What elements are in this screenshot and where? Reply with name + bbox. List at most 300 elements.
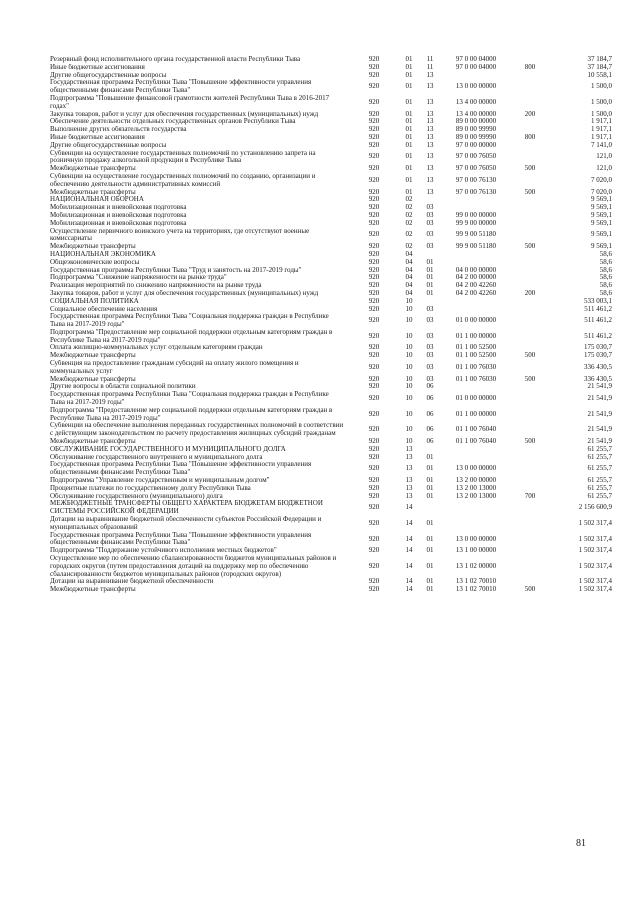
row-name: Реализация мероприятий по снижению напряженности на рынке труда [50,282,262,290]
row-section-code: 13 [405,492,413,500]
row-admin-code: 920 [368,230,380,239]
row-name: Межбюджетные трансферты [50,586,136,594]
row-name: Субвенция на предоставление гражданам субсидий на оплату жилого помещения и коммунальных услуг [50,360,299,375]
row-expense-type: 500 [524,165,536,173]
row-name: Процентные платежи по государственному долгу Республики Тыва [50,484,251,492]
row-expense-type [512,118,548,126]
row-expense-type [512,360,548,376]
row-subsection-code: 13 [426,97,434,106]
table-row [50,95,612,111]
row-name: Межбюджетные трансферты [50,438,136,446]
row-subsection-code: 13 [426,118,434,126]
row-target-article: 01 1 00 76030 [455,375,497,383]
row-target-article: 01 1 00 52500 [455,344,497,352]
row-target-article: 89 0 00 99990 [455,126,497,134]
row-amount: 1 502 317,4 [578,534,612,543]
row-subsection-code: 01 [426,586,434,594]
row-name: ОБСЛУЖИВАНИЕ ГОСУДАРСТВЕННОГО И МУНИЦИПАЛЬНОГО ДОЛГА [50,445,286,453]
row-amount: 7 141,0 [591,141,612,149]
row-admin-code: 920 [368,297,380,305]
row-amount: 61 255,7 [587,464,612,473]
row-amount: 1 917,1 [591,133,612,141]
row-name: Мобилизационная и вневойсковая подготовка [50,219,187,227]
row-target-article: 99 0 00 00000 [455,211,497,219]
table-row [50,313,612,329]
row-admin-code: 920 [368,484,380,492]
row-target-article [440,516,512,532]
row-amount: 58,6 [599,258,612,266]
row-amount: 511 461,2 [584,331,612,340]
row-section-code: 01 [405,82,413,91]
row-target-article: 13 1 02 70010 [455,586,497,594]
row-amount: 336 430,5 [584,375,612,383]
row-name: Субвенции на осуществление государственных полномочий по установлению запрета на розничную продажу алкогольной продукции в Республике Тыва [50,149,316,165]
row-amount: 175 030,7 [584,344,612,352]
row-admin-code: 920 [368,394,380,403]
row-admin-code: 920 [368,492,380,500]
row-expense-type [512,383,548,391]
row-expense-type [512,532,548,548]
table-row [50,290,612,298]
row-expense-type: 500 [524,375,536,383]
row-section-code: 02 [405,230,413,239]
row-section-code: 04 [405,266,413,274]
table-row [50,454,612,462]
row-admin-code: 920 [368,464,380,473]
row-target-article: 13 4 00 00000 [455,97,497,106]
row-amount: 1 502 317,4 [578,561,612,570]
row-expense-type [512,72,548,80]
row-subsection-code: 01 [426,492,434,500]
page-number: 81 [576,838,586,849]
table-row [50,391,612,407]
row-amount: 9 569,1 [591,230,612,239]
row-section-code: 10 [405,409,413,418]
table-row [50,352,612,360]
row-section-code: 01 [405,165,413,173]
row-section-code: 04 [405,250,413,258]
row-name: Государственная программа Республики Тыва "Труд и занятость на 2017-2019 годы" [50,266,302,274]
row-subsection-code: 01 [426,464,434,473]
row-section-code: 14 [405,518,413,527]
row-subsection-code: 01 [426,477,434,485]
table-row [50,251,612,259]
row-name: Субвенции на обеспечение выполнения переданных государственных полномочий в соответствии с действующим законодательством по расчету предоставления жилищных субсидий гражданам [50,422,344,438]
row-target-article [440,383,512,391]
row-amount: 58,6 [599,274,612,282]
row-name: Мобилизационная и вневойсковая подготовка [50,211,187,219]
row-section-code: 04 [405,282,413,290]
row-target-article: 13 2 00 00000 [455,477,497,485]
row-expense-type [512,461,548,477]
row-amount: 9 569,1 [591,204,612,212]
table-row [50,500,612,516]
row-name: Осуществление мер по обеспечению сбалансированности бюджетов муниципальных районов и городских округов (путем предоставления дотаций на поддержку мер по обеспечению сбалансированности бюджетов муниципальных районов (городских округов) [50,555,337,578]
row-target-article: 13 0 00 00000 [455,82,497,91]
row-expense-type [512,298,548,306]
row-name: Межбюджетные трансферты [50,188,136,196]
table-row [50,477,612,485]
row-expense-type [512,306,548,314]
row-section-code: 01 [405,126,413,134]
row-section-code: 13 [405,453,413,461]
table-row [50,220,612,228]
row-amount: 58,6 [599,282,612,290]
row-amount: 1 500,0 [591,110,612,118]
row-expense-type [512,228,548,244]
row-subsection-code: 03 [426,219,434,227]
row-subsection-code: 13 [426,175,434,184]
row-subsection-code: 01 [426,282,434,290]
row-target-article [440,500,512,516]
row-admin-code: 920 [368,445,380,453]
row-target-article: 97 0 00 76130 [455,175,497,184]
row-subsection-code [420,251,440,259]
table-row [50,165,612,173]
row-section-code: 14 [405,534,413,543]
row-expense-type [512,485,548,493]
row-expense-type [512,313,548,329]
row-target-article: 01 1 00 76040 [455,425,497,434]
row-subsection-code [420,298,440,306]
row-expense-type [512,220,548,228]
row-subsection-code: 13 [426,188,434,196]
row-name: Подпрограмма "Управление государственным и муниципальным долгом" [50,477,270,485]
row-subsection-code: 01 [426,534,434,543]
row-section-code: 13 [405,464,413,473]
row-amount: 9 569,1 [591,219,612,227]
row-admin-code: 920 [368,165,380,173]
row-target-article: 04 0 00 00000 [455,266,497,274]
row-name: Обеспечение деятельности отдельных государственных органов Республики Тыва [50,118,296,126]
row-amount: 21 541,9 [587,438,612,446]
row-target-article: 04 2 00 00000 [455,274,497,282]
table-row [50,329,612,345]
table-row [50,282,612,290]
row-section-code: 10 [405,331,413,340]
row-name: Обслуживание государственного (муниципального) долга [50,492,223,500]
row-subsection-code: 03 [426,230,434,239]
row-target-article: 13 1 02 00000 [455,561,497,570]
row-target-article [440,196,512,204]
row-name: Другие общегосударственные вопросы [50,141,167,149]
row-section-code: 01 [405,141,413,149]
row-expense-type: 700 [524,492,536,500]
row-name: Мобилизационная и вневойсковая подготовка [50,204,187,212]
row-section-code: 01 [405,118,413,126]
row-admin-code: 920 [368,586,380,594]
row-section-code: 10 [405,425,413,434]
row-subsection-code: 13 [426,126,434,134]
row-subsection-code: 13 [426,165,434,173]
row-section-code: 10 [405,352,413,360]
row-name: Закупка товаров, работ и услуг для обеспечения государственных (муниципальных) нужд [50,289,319,297]
row-admin-code: 920 [368,331,380,340]
row-amount: 121,0 [596,165,612,173]
table-row [50,228,612,244]
row-admin-code: 920 [368,305,380,313]
row-admin-code: 920 [368,282,380,290]
table-row [50,555,612,578]
table-row [50,72,612,80]
row-subsection-code: 01 [426,578,434,586]
row-admin-code: 920 [368,362,380,371]
row-name: Государственная программа Республики Тыва "Повышение эффективности управления общественными финансами Республики Тыва" [50,531,312,547]
row-subsection-code [420,500,440,516]
row-admin-code: 920 [368,219,380,227]
row-subsection-code [420,196,440,204]
row-section-code: 13 [405,477,413,485]
row-section-code: 14 [405,578,413,586]
row-section-code: 10 [405,297,413,305]
row-section-code: 10 [405,316,413,325]
table-row [50,578,612,586]
row-admin-code: 920 [368,71,380,79]
row-name: Дотации на выравнивание бюджетной обеспеченности субъектов Российской Федерации и муниципальных образований [50,516,322,531]
table-row [50,118,612,126]
row-admin-code: 920 [368,188,380,196]
row-name: Иные бюджетные ассигнования [50,63,145,71]
row-name: Субвенции на осуществление государственных полномочий по созданию, организации и обеспечению деятельности административных комиссий [50,172,316,188]
row-target-article: 01 1 00 00000 [455,331,497,340]
row-target-article: 89 0 00 99990 [455,133,497,141]
row-subsection-code: 11 [426,56,434,63]
row-amount: 2 156 600,9 [578,503,612,512]
row-admin-code: 920 [368,438,380,446]
row-subsection-code: 03 [426,352,434,360]
table-row [50,438,612,446]
row-expense-type [512,422,548,438]
row-amount: 1 500,0 [591,82,612,91]
row-expense-type [512,196,548,204]
row-amount: 61 255,7 [587,453,612,461]
row-amount: 9 569,1 [591,211,612,219]
row-admin-code: 920 [368,204,380,212]
row-section-code: 14 [405,503,413,512]
row-subsection-code: 03 [426,375,434,383]
row-admin-code: 920 [368,258,380,266]
row-amount: 1 502 317,4 [578,518,612,527]
row-expense-type [512,578,548,586]
row-section-code: 04 [405,258,413,266]
row-section-code: 01 [405,152,413,161]
row-expense-type [512,142,548,150]
row-name: Государственная программа Республики Тыва "Повышение эффективности управления общественными финансами Республики Тыва" [50,79,312,95]
row-target-article: 04 2 00 42260 [455,282,497,290]
row-target-article: 13 1 00 00000 [455,547,497,555]
row-section-code: 01 [405,133,413,141]
row-admin-code: 920 [368,375,380,383]
row-admin-code: 920 [368,250,380,258]
row-section-code: 10 [405,438,413,446]
row-admin-code: 920 [368,274,380,282]
row-subsection-code: 03 [426,211,434,219]
row-target-article: 13 4 00 00000 [455,110,497,118]
row-admin-code: 920 [368,211,380,219]
table-row [50,532,612,548]
row-expense-type [512,56,548,64]
row-admin-code: 920 [368,175,380,184]
row-subsection-code: 06 [426,394,434,403]
row-expense-type: 800 [524,63,536,71]
row-section-code: 14 [405,547,413,555]
row-admin-code: 920 [368,243,380,251]
row-section-code: 01 [405,188,413,196]
row-section-code: 01 [405,71,413,79]
row-expense-type [512,329,548,345]
table-row [50,243,612,251]
row-subsection-code: 01 [426,258,434,266]
row-expense-type [512,282,548,290]
row-target-article [440,298,512,306]
row-amount: 7 020,0 [591,175,612,184]
row-admin-code: 920 [368,133,380,141]
row-amount: 336 430,5 [584,362,612,371]
row-section-code: 10 [405,344,413,352]
row-expense-type [512,500,548,516]
row-expense-type [512,150,548,166]
row-section-code: 02 [405,219,413,227]
row-expense-type [512,555,548,578]
row-section-code: 14 [405,561,413,570]
row-amount: 21 541,9 [587,394,612,403]
row-amount: 61 255,7 [587,492,612,500]
table-row [50,446,612,454]
row-admin-code: 920 [368,266,380,274]
table-row [50,461,612,477]
table-row [50,56,612,64]
row-target-article: 97 0 00 76130 [455,188,497,196]
row-subsection-code [420,446,440,454]
row-section-code: 14 [405,586,413,594]
row-subsection-code: 01 [426,289,434,297]
row-target-article: 97 0 00 04000 [455,56,497,63]
row-name: Дотации на выравнивание бюджетной обеспеченности [50,578,214,586]
table-row [50,485,612,493]
row-target-article: 97 0 00 76050 [455,165,497,173]
row-admin-code: 920 [368,453,380,461]
row-amount: 58,6 [599,250,612,258]
table-row [50,142,612,150]
row-expense-type [512,173,548,189]
row-expense-type [512,407,548,423]
row-target-article: 01 0 00 00000 [455,316,497,325]
row-name: Осуществление первичного воинского учета на территориях, где отсутствуют военные комиссариаты [50,227,310,243]
row-target-article [440,446,512,454]
row-admin-code: 920 [368,82,380,91]
row-amount: 1 502 317,4 [578,586,612,594]
row-name: Подпрограмма "Предоставление мер социальной поддержки отдельным категориям граждан в Республике Тыва на 2017-2019 годы" [50,406,333,422]
row-target-article: 13 1 02 70010 [455,578,497,586]
table-row [50,306,612,314]
row-section-code: 01 [405,110,413,118]
table-row [50,126,612,134]
table-row [50,64,612,72]
row-expense-type: 200 [524,289,536,297]
row-amount: 1 917,1 [591,118,612,126]
row-amount: 61 255,7 [587,477,612,485]
table-row [50,274,612,282]
row-subsection-code: 03 [426,316,434,325]
row-admin-code: 920 [368,409,380,418]
row-name: Подпрограмма "Предоставление мер социальной поддержки отдельным категориям граждан в Республике Тыва на 2017-2019 годы" [50,328,333,344]
row-name: Государственная программа Республики Тыва "Повышение эффективности управления общественными финансами Республики Тыва" [50,461,312,477]
row-expense-type: 500 [524,438,536,446]
row-amount: 511 461,2 [584,305,612,313]
row-section-code: 13 [405,484,413,492]
row-subsection-code: 03 [426,344,434,352]
row-admin-code: 920 [368,63,380,71]
row-admin-code: 920 [368,352,380,360]
row-target-article: 04 2 00 42260 [455,289,497,297]
table-row [50,189,612,197]
row-subsection-code: 13 [426,141,434,149]
row-target-article [440,306,512,314]
row-amount: 37 184,7 [587,56,612,63]
row-name: Закупка товаров, работ и услуг для обеспечения государственных (муниципальных) нужд [50,110,319,118]
row-admin-code: 920 [368,425,380,434]
table-row [50,196,612,204]
row-admin-code: 920 [368,534,380,543]
row-section-code: 01 [405,56,413,63]
row-target-article [440,251,512,259]
row-subsection-code: 01 [426,266,434,274]
row-name: МЕЖБЮДЖЕТНЫЕ ТРАНСФЕРТЫ ОБЩЕГО ХАРАКТЕРА БЮДЖЕТАМ БЮДЖЕТНОЙ СИСТЕМЫ РОССИЙСКОЙ ФЕДЕРАЦИИ [50,500,323,516]
row-admin-code: 920 [368,196,380,204]
table-row [50,586,612,594]
row-expense-type [512,95,548,111]
row-expense-type [512,516,548,532]
row-expense-type [512,391,548,407]
row-target-article: 13 0 00 00000 [455,464,497,473]
row-amount: 58,6 [599,266,612,274]
row-target-article: 97 0 00 76050 [455,152,497,161]
row-section-code: 10 [405,383,413,391]
row-name: Общеэкономические вопросы [50,258,140,266]
row-admin-code: 920 [368,477,380,485]
row-subsection-code: 01 [426,547,434,555]
row-target-article [440,259,512,267]
budget-table-body [50,56,612,594]
row-expense-type [512,274,548,282]
row-expense-type [512,259,548,267]
row-amount: 533 003,1 [584,297,612,305]
row-target-article: 01 1 00 52500 [455,352,497,360]
row-target-article: 13 0 00 00000 [455,534,497,543]
row-name: Выполнение других обязательств государства [50,126,187,134]
row-admin-code: 920 [368,118,380,126]
row-amount: 1 502 317,4 [578,578,612,586]
row-target-article: 97 0 00 04000 [455,63,497,71]
row-admin-code: 920 [368,152,380,161]
row-subsection-code: 11 [426,63,434,71]
row-admin-code: 920 [368,518,380,527]
table-row [50,134,612,142]
row-name: Межбюджетные трансферты [50,375,136,383]
row-amount: 1 500,0 [591,97,612,106]
row-name: Другие общегосударственные вопросы [50,71,167,79]
row-amount: 511 461,2 [584,316,612,325]
row-subsection-code: 03 [426,243,434,251]
row-name: Межбюджетные трансферты [50,243,136,251]
row-admin-code: 920 [368,289,380,297]
table-row [50,422,612,438]
row-expense-type [512,79,548,95]
row-subsection-code: 01 [426,274,434,282]
table-row [50,383,612,391]
row-target-article: 01 0 00 00000 [455,394,497,403]
row-expense-type [512,212,548,220]
